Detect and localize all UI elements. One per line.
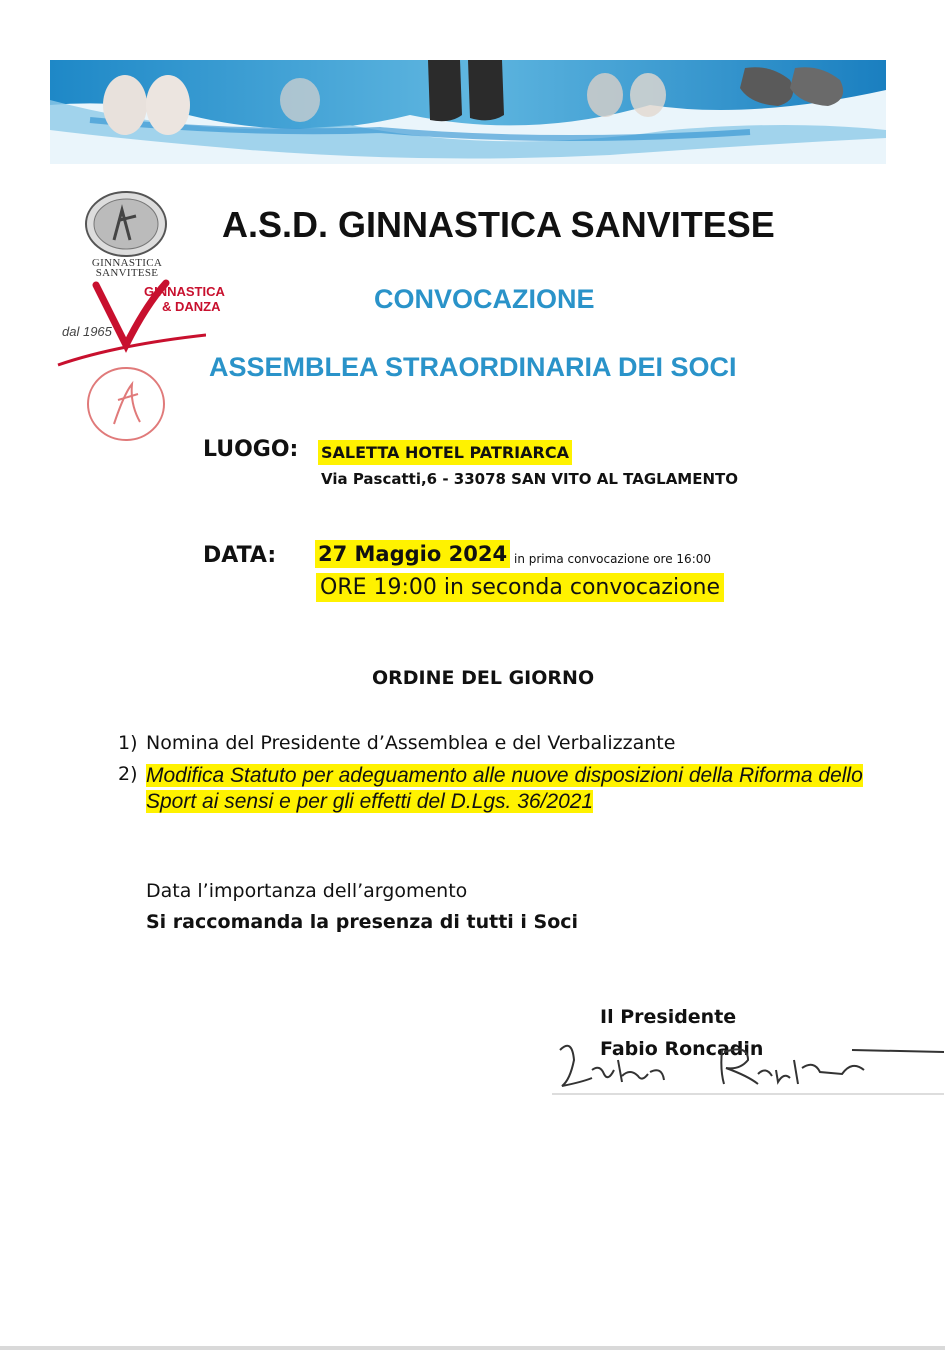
second-call-time: ORE 19:00 in seconda convocazione — [316, 573, 724, 602]
handwritten-signature — [552, 1030, 944, 1100]
agenda-item-number: 1) — [118, 732, 138, 754]
logo-text — [144, 284, 225, 314]
assembly-heading: ASSEMBLEA STRAORDINARIA DEI SOCI — [209, 352, 737, 382]
president-name: Fabio Roncadin — [600, 1038, 764, 1060]
president-title: Il Presidente — [600, 1006, 737, 1028]
closing-note: Data l’importanza dell’argomento — [146, 880, 468, 902]
organization-title: A.S.D. GINNASTICA SANVITESE — [222, 204, 775, 245]
logo-line-1: GINNASTICA — [144, 284, 225, 299]
closing-request: Si raccomanda la presenza di tutti i Soci — [146, 911, 579, 933]
page-bottom-edge — [0, 1346, 945, 1350]
location-label: LUOGO: — [203, 437, 299, 462]
convocation-heading: CONVOCAZIONE — [374, 284, 595, 314]
header-banner-image — [50, 60, 886, 164]
agenda-item: Nomina del Presidente d’Assemblea e del Verbalizzante — [146, 732, 676, 754]
since-label: dal 1965 — [62, 324, 112, 339]
first-call-time: in prima convocazione ore 16:00 — [514, 552, 712, 566]
agenda-title: ORDINE DEL GIORNO — [372, 667, 595, 689]
seal-logo — [84, 190, 168, 258]
agenda-item-text: Modifica Statuto per adeguamento alle nuove disposizioni della Riforma dello Sport ai sensi e per gli effetti del D.Lgs. 36/2021 — [146, 764, 863, 813]
logo-line-2: & DANZA — [162, 299, 221, 314]
seal-caption: GINNASTICA SANVITESE — [91, 257, 163, 279]
location-venue: SALETTA HOTEL PATRIARCA — [318, 440, 572, 465]
agenda-item — [146, 763, 876, 815]
date-label: DATA: — [203, 543, 277, 568]
meeting-date: 27 Maggio 2024 — [315, 540, 510, 568]
dance-school-stamp — [84, 364, 168, 444]
agenda-item-number: 2) — [118, 763, 138, 785]
location-address: Via Pascatti,6 - 33078 SAN VITO AL TAGLAMENTO — [321, 470, 739, 488]
